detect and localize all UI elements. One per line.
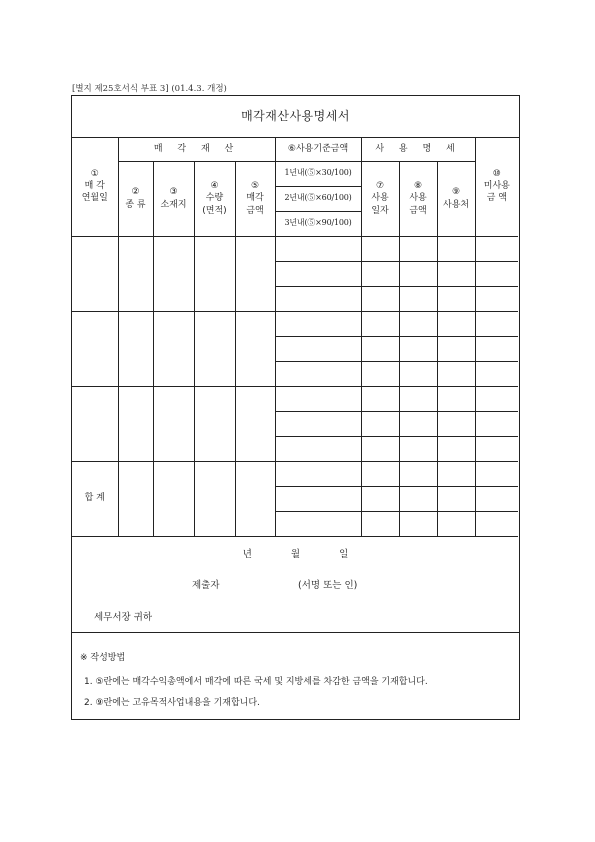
entry-cell[interactable]: [235, 386, 275, 461]
sale-date-label-1: 매 각: [84, 181, 105, 192]
entry-cell[interactable]: [361, 286, 399, 311]
entry-cell[interactable]: [361, 336, 399, 361]
use-amount-label-1: 사용: [409, 193, 427, 204]
date-month[interactable]: 월: [290, 549, 301, 560]
entry-cell[interactable]: [399, 311, 437, 336]
use-date-label-1: 사용: [371, 193, 389, 204]
entry-cell[interactable]: [399, 236, 437, 261]
entry-cell[interactable]: [475, 436, 518, 461]
entry-cell[interactable]: [361, 386, 399, 411]
entry-cell[interactable]: [275, 286, 361, 311]
entry-cell[interactable]: [275, 486, 361, 511]
date-day[interactable]: 일: [339, 549, 349, 560]
table-row: [72, 236, 518, 261]
entry-cell[interactable]: [475, 311, 518, 336]
entry-cell[interactable]: [399, 411, 437, 436]
entry-cell[interactable]: [399, 511, 437, 536]
entry-cell[interactable]: [275, 361, 361, 386]
date-line: [72, 546, 519, 560]
entry-cell[interactable]: [361, 311, 399, 336]
entry-cell[interactable]: [275, 386, 361, 411]
entry-cell[interactable]: [275, 311, 361, 336]
header-use-date: [361, 161, 399, 236]
usage-standard-3y: 3년내(⑤×90/100): [275, 211, 361, 236]
entry-cell[interactable]: [194, 236, 235, 311]
entry-cell[interactable]: [275, 236, 361, 261]
instructions-title: ※ 작성방법: [80, 653, 126, 663]
entry-cell[interactable]: [153, 461, 194, 536]
table-row: [72, 386, 518, 411]
entry-cell[interactable]: [437, 461, 475, 486]
entry-cell[interactable]: [118, 386, 153, 461]
header-quantity: [194, 161, 235, 236]
entry-cell[interactable]: [118, 311, 153, 386]
total-label: 합 계: [72, 461, 118, 536]
sale-amount-label-1: 매각: [246, 193, 264, 204]
entry-cell[interactable]: [153, 311, 194, 386]
table-row: [72, 461, 518, 486]
entry-cell[interactable]: [475, 511, 518, 536]
use-amount-number: ⑧: [414, 181, 423, 192]
sale-date-number: ①: [90, 169, 99, 180]
property-usage-table: [72, 137, 518, 537]
entry-cell[interactable]: [361, 361, 399, 386]
entry-cell[interactable]: [361, 461, 399, 486]
entry-cell[interactable]: [399, 436, 437, 461]
entry-cell[interactable]: [399, 461, 437, 486]
type-number: ②: [131, 187, 140, 198]
header-location: [153, 161, 194, 236]
location-number: ③: [169, 187, 178, 198]
entry-cell[interactable]: [275, 461, 361, 486]
signature-note[interactable]: (서명 또는 인): [298, 580, 358, 591]
header-usage-standard: ⑥사용기준금액: [275, 137, 361, 161]
entry-cell[interactable]: [437, 386, 475, 411]
entry-cell[interactable]: [399, 286, 437, 311]
form-title: 매각재산사용명세서: [72, 96, 519, 138]
entry-cell[interactable]: [437, 486, 475, 511]
header-usage-details: 사 용 명 세: [361, 137, 475, 161]
entry-cell[interactable]: [72, 311, 118, 386]
entry-cell[interactable]: [475, 486, 518, 511]
entry-cell[interactable]: [153, 236, 194, 311]
header-sale-amount: [235, 161, 275, 236]
entry-cell[interactable]: [437, 311, 475, 336]
entry-cell[interactable]: [361, 261, 399, 286]
use-place-label: 사용처: [443, 199, 470, 210]
quantity-label: 수량: [205, 193, 224, 204]
use-place-number: ⑨: [452, 187, 461, 198]
entry-cell[interactable]: [118, 461, 153, 536]
header-row-1: [72, 137, 518, 161]
entry-cell[interactable]: [475, 361, 518, 386]
entry-cell[interactable]: [194, 461, 235, 536]
entry-cell[interactable]: [437, 261, 475, 286]
instruction-item: 2. ⑨란에는 고유목적사업내용을 기재합니다.: [84, 698, 260, 708]
usage-standard-2y: 2년내(⑤×60/100): [275, 186, 361, 211]
entry-cell[interactable]: [235, 311, 275, 386]
header-type: [118, 161, 153, 236]
unused-label-2: 금 액: [486, 193, 507, 204]
entry-cell[interactable]: [475, 236, 518, 261]
entry-cell[interactable]: [399, 261, 437, 286]
entry-cell[interactable]: [475, 286, 518, 311]
entry-cell[interactable]: [437, 411, 475, 436]
usage-standard-1y: 1년내(⑤×30/100): [275, 161, 361, 186]
entry-cell[interactable]: [72, 386, 118, 461]
entry-cell[interactable]: [437, 436, 475, 461]
sale-date-label-2: 연월일: [81, 193, 108, 204]
entry-cell[interactable]: [475, 261, 518, 286]
addressee: 세무서장 귀하: [94, 612, 153, 623]
entry-cell[interactable]: [399, 361, 437, 386]
entry-cell[interactable]: [361, 411, 399, 436]
entry-cell[interactable]: [275, 336, 361, 361]
entry-cell[interactable]: [475, 461, 518, 486]
entry-cell[interactable]: [437, 336, 475, 361]
form-header-note: [별지 제25호서식 부표 3] (01.4.3. 개정): [72, 84, 227, 94]
entry-cell[interactable]: [361, 236, 399, 261]
header-use-place: [437, 161, 475, 236]
use-date-label-2: 일자: [371, 205, 389, 216]
entry-cell[interactable]: [72, 236, 118, 311]
sale-amount-number: ⑤: [250, 181, 260, 192]
quantity-number: ④: [210, 181, 219, 192]
unused-number: ⑩: [492, 169, 501, 180]
entry-cell[interactable]: [437, 286, 475, 311]
type-label: 종 류: [125, 199, 146, 210]
instruction-item: 1. ⑤란에는 매각수익총액에서 매각에 따른 국세 및 지방세를 차감한 금액을 기재합니다.: [84, 677, 428, 687]
entry-cell[interactable]: [399, 386, 437, 411]
table-row: [72, 311, 518, 336]
use-amount-label-2: 금액: [409, 205, 427, 216]
entry-cell[interactable]: [275, 436, 361, 461]
use-date-number: ⑦: [376, 181, 385, 192]
entry-cell[interactable]: [361, 436, 399, 461]
entry-cell[interactable]: [361, 511, 399, 536]
header-use-amount: [399, 161, 437, 236]
entry-cell[interactable]: [361, 486, 399, 511]
entry-cell[interactable]: [275, 511, 361, 536]
signature-area: [72, 536, 519, 633]
entry-cell[interactable]: [235, 236, 275, 311]
entry-cell[interactable]: [118, 236, 153, 311]
quantity-sub: (면적): [202, 205, 227, 216]
entry-cell[interactable]: [399, 336, 437, 361]
sale-amount-label-2: 금액: [246, 205, 264, 216]
entry-cell[interactable]: [475, 336, 518, 361]
entry-cell[interactable]: [437, 361, 475, 386]
header-row-2: [72, 161, 518, 186]
unused-label-1: 미사용: [483, 181, 510, 192]
location-label: 소재지: [160, 199, 187, 210]
entry-cell[interactable]: [475, 386, 518, 411]
entry-cell[interactable]: [235, 461, 275, 536]
header-sold-property: 매 각 재 산: [118, 137, 275, 161]
date-year[interactable]: 년: [242, 549, 252, 560]
entry-cell[interactable]: [275, 411, 361, 436]
entry-cell[interactable]: [194, 311, 235, 386]
entry-cell[interactable]: [399, 486, 437, 511]
entry-cell[interactable]: [194, 386, 235, 461]
entry-cell[interactable]: [437, 511, 475, 536]
entry-cell[interactable]: [275, 261, 361, 286]
form-frame: [71, 95, 520, 720]
submitter-label: 제출자: [192, 580, 220, 591]
entry-cell[interactable]: [153, 386, 194, 461]
entry-cell[interactable]: [437, 236, 475, 261]
entry-cell[interactable]: [475, 411, 518, 436]
header-sale-date: [72, 137, 118, 236]
header-unused-amount: [475, 137, 518, 236]
